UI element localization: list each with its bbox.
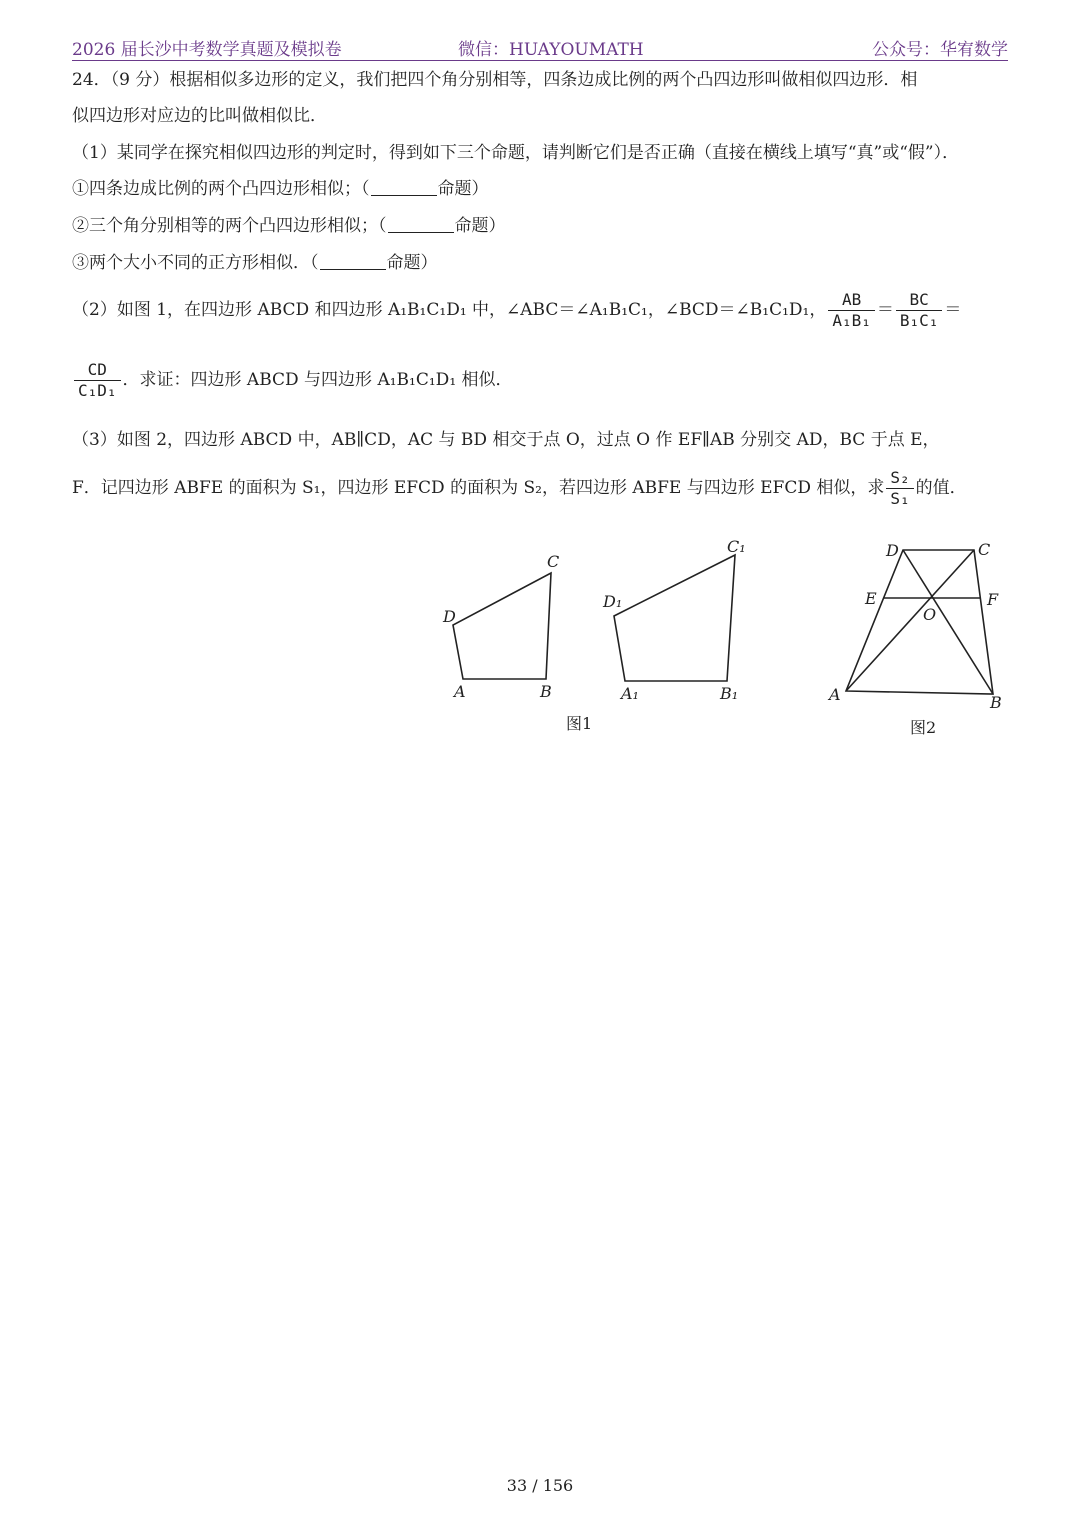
fraction-ab-numerator: AB <box>841 290 862 309</box>
part1-instruction: （1）某同学在探究相似四边形的判定时，得到如下三个命题，请判断它们是否正确（直接在横线上填写“真”或“假”）． <box>72 143 960 163</box>
fig2-label-c: C <box>978 540 991 559</box>
fraction-s1-denominator: S₁ <box>890 489 910 508</box>
part3-question-tail: 的值． <box>915 478 967 498</box>
equals-sign: ＝ <box>876 300 894 320</box>
problem-intro-line1: 24．（9 分）根据相似多边形的定义，我们把四个角分别相等，四条边成比例的两个凸四边形叫做相似四边形．相 <box>72 70 918 90</box>
fig1-label-d: D <box>443 607 456 626</box>
fig1-label-a1: A₁ <box>621 684 639 703</box>
header-account: 公众号：华宥数学 <box>872 40 1008 60</box>
figure-2 <box>0 0 1080 760</box>
trapezoid-abcd <box>846 550 993 694</box>
statement-3-suffix: 命题） <box>386 253 438 273</box>
diagonal-ac <box>846 550 974 691</box>
fig2-label-e: E <box>865 589 877 608</box>
header-wechat: 微信：HUAYOUMATH <box>458 40 644 60</box>
fig2-label-f: F <box>987 590 999 609</box>
fig1-label-a: A <box>454 682 466 701</box>
part3-text: F．记四边形 ABFE 的面积为 S₁，四边形 EFCD 的面积为 S₂，若四边形 ABFE 与四边形 EFCD 相似，求 <box>72 478 885 498</box>
fig2-label-b: B <box>990 693 1002 712</box>
fraction-s2-numerator: S₂ <box>890 468 910 487</box>
fig1-label-d1: D₁ <box>603 592 623 611</box>
figure-1-caption: 图1 <box>566 714 593 733</box>
fraction-cd-denominator: C₁D₁ <box>78 381 117 400</box>
statement-3-text: ③两个大小不同的正方形相似．（ <box>72 253 319 273</box>
statement-1-suffix: 命题） <box>437 179 489 199</box>
problem-intro-line2: 似四边形对应边的比叫做相似比． <box>72 106 327 126</box>
part3-line1: （3）如图 2，四边形 ABCD 中，AB∥CD，AC 与 BD 相交于点 O，过点 O 作 EF∥AB 分别交 AD，BC 于点 E， <box>72 430 940 450</box>
fraction-cd-numerator: CD <box>87 360 107 379</box>
header-title: 2026 届长沙中考数学真题及模拟卷 <box>72 40 342 60</box>
statement-2-suffix: 命题） <box>454 216 506 236</box>
fig2-label-d: D <box>886 541 899 560</box>
fig2-label-o: O <box>923 605 937 624</box>
fig1-label-b1: B₁ <box>720 684 739 703</box>
fraction-bc-denominator: B₁C₁ <box>899 311 939 330</box>
statement-1-text: ①四条边成比例的两个凸四边形相似；（ <box>72 179 370 199</box>
part2-proof-prompt: ．求证：四边形 ABCD 与四边形 A₁B₁C₁D₁ 相似． <box>122 370 513 390</box>
page-number: 33 / 156 <box>506 1476 574 1495</box>
fraction-ab-denominator: A₁B₁ <box>832 311 871 330</box>
fig1-label-b: B <box>540 682 552 701</box>
part2-text: （2）如图 1，在四边形 ABCD 和四边形 A₁B₁C₁D₁ 中，∠ABC＝∠A₁B₁C₁，∠BCD＝∠B₁C₁D₁， <box>72 300 827 320</box>
fig2-label-a: A <box>829 685 841 704</box>
equals-sign: ＝ <box>944 300 962 320</box>
figure-2-caption: 图2 <box>910 718 937 737</box>
fig1-label-c1: C₁ <box>727 537 746 556</box>
fraction-bc-numerator: BC <box>909 290 929 309</box>
diagonal-bd <box>903 550 993 694</box>
fig1-label-c: C <box>547 552 560 571</box>
statement-2-text: ②三个角分别相等的两个凸四边形相似；（ <box>72 216 387 236</box>
